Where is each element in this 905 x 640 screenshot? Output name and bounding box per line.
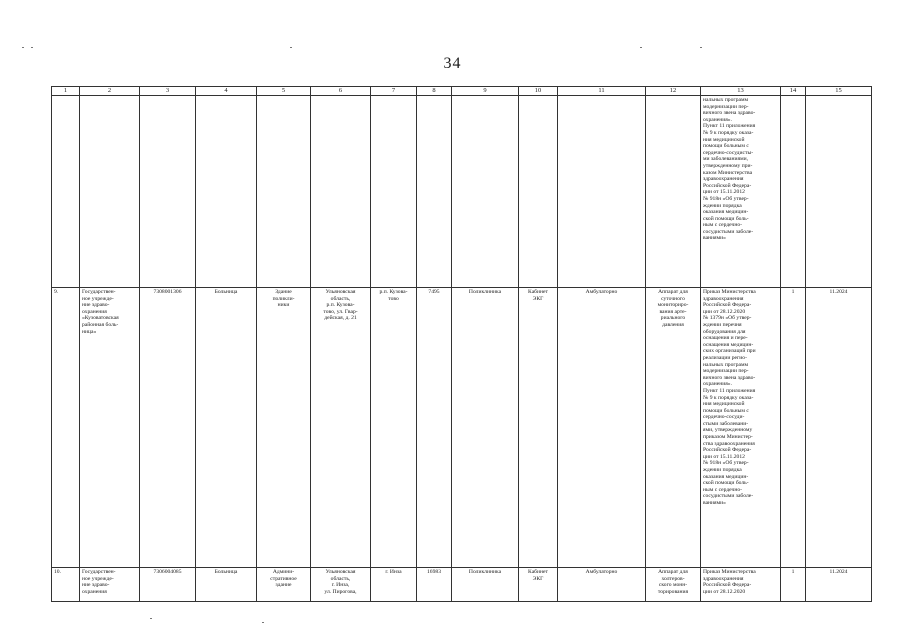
- column-number: 4: [196, 87, 257, 96]
- legal-basis-cell: Приказ Министерства здравоохранения Российской Федера- ции от 28.12.2020: [701, 568, 781, 602]
- column-number: 5: [257, 87, 311, 96]
- equipment-table: [51, 86, 872, 602]
- room-cell: Кабинет ЭКГ: [519, 288, 558, 568]
- scan-speck: [290, 47, 292, 48]
- column-number: 1: [52, 87, 80, 96]
- locality-cell: р.п. Кузова- тово: [371, 288, 417, 568]
- table-row: [52, 568, 872, 602]
- population-cell: 7495: [417, 288, 452, 568]
- column-number: 9: [452, 87, 519, 96]
- scan-speck: [22, 47, 24, 48]
- row-number-cell: 9.: [52, 288, 80, 568]
- facility-type-cell: Больница: [196, 568, 257, 602]
- quantity-cell: 1: [781, 568, 806, 602]
- scan-speck: [31, 47, 33, 48]
- care-form-cell: Амбулаторно: [558, 568, 646, 602]
- page-number: 34: [443, 55, 462, 72]
- column-number: 8: [417, 87, 452, 96]
- scan-speck: [150, 618, 152, 619]
- row-number-cell: 10.: [52, 568, 80, 602]
- column-number: 6: [311, 87, 371, 96]
- column-number: 14: [781, 87, 806, 96]
- facility-type-cell: Больница: [196, 288, 257, 568]
- column-number: 3: [140, 87, 196, 96]
- column-number-row: [52, 87, 872, 96]
- column-number: 7: [371, 87, 417, 96]
- building-cell: Админи- стративное здание: [257, 568, 311, 602]
- column-number: 12: [646, 87, 701, 96]
- scan-speck: [700, 47, 702, 48]
- quantity-cell: 1: [781, 288, 806, 568]
- address-cell: Ульяновская область, р.п. Кузова- тово, ул. Гвар- дейская, д. 21: [311, 288, 371, 568]
- inn-cell: 7308001306: [140, 288, 196, 568]
- unit-cell: Поликлиника: [452, 288, 519, 568]
- column-number: 13: [701, 87, 781, 96]
- table-row-continuation: [52, 96, 872, 288]
- locality-cell: г. Инза: [371, 568, 417, 602]
- organization-cell: Государствен- ное учрежде- ние здраво- охранения: [80, 568, 140, 602]
- legal-basis-cell: Приказ Министерства здравоохранения Российской Федера- ции от 28.12.2020 № 1379н «Об утвер- ждении перечня оборудования для оснащения и пере- оснащения медицин- ских организаций при реализации регио- нальных программ модернизации пер- вичного звена здраво- охранения». Пункт 11 приложения № 9 к порядку оказа- ния медицинской помощи больным с сердечно-сосуди- стыми заболевани- ями, утвержденному приказом Министер- ства здравоохранения Российской Федера- ции от 15.11.2012 № 918н «Об утвер- ждении порядка оказания медицин- ской помощи боль- ным с сердечно- сосудистыми заболе- ваниями»: [701, 288, 781, 568]
- address-cell: Ульяновская область, г. Инза, ул. Пирогова,: [311, 568, 371, 602]
- inn-cell: 7306004085: [140, 568, 196, 602]
- organization-cell: Государствен- ное учрежде- ние здраво- охранения «Кузоватовская районная боль- ница»: [80, 288, 140, 568]
- date-cell: 11.2024: [806, 288, 872, 568]
- legal-basis-cell: нальных программ модернизации пер- вичного звена здраво- охранения». Пункт 11 приложения № 9 к порядку оказа- ния медицинской помощи больным с сердечно-сосудисты- ми заболеваниями, утвержденному при- казом Министерства здравоохранения Российской Федера- ции от 15.11.2012 № 918н «Об утвер- ждении порядка оказания медицин- ской помощи боль- ным с сердечно- сосудистыми заболе- ваниями»: [701, 96, 781, 288]
- date-cell: 11.2024: [806, 568, 872, 602]
- column-number: 11: [558, 87, 646, 96]
- column-number: 15: [806, 87, 872, 96]
- care-form-cell: Амбулаторно: [558, 288, 646, 568]
- column-number: 2: [80, 87, 140, 96]
- equipment-cell: Аппарат для суточного мониториро- вания арте- риального давления: [646, 288, 701, 568]
- scan-speck: [640, 47, 642, 48]
- population-cell: 16983: [417, 568, 452, 602]
- equipment-cell: Аппарат для холтеров- ского монн- торирования: [646, 568, 701, 602]
- scan-speck: [262, 622, 264, 623]
- room-cell: Кабинет ЭКГ: [519, 568, 558, 602]
- unit-cell: Поликлиника: [452, 568, 519, 602]
- building-cell: Здание поликли- ники: [257, 288, 311, 568]
- table-row: [52, 288, 872, 568]
- column-number: 10: [519, 87, 558, 96]
